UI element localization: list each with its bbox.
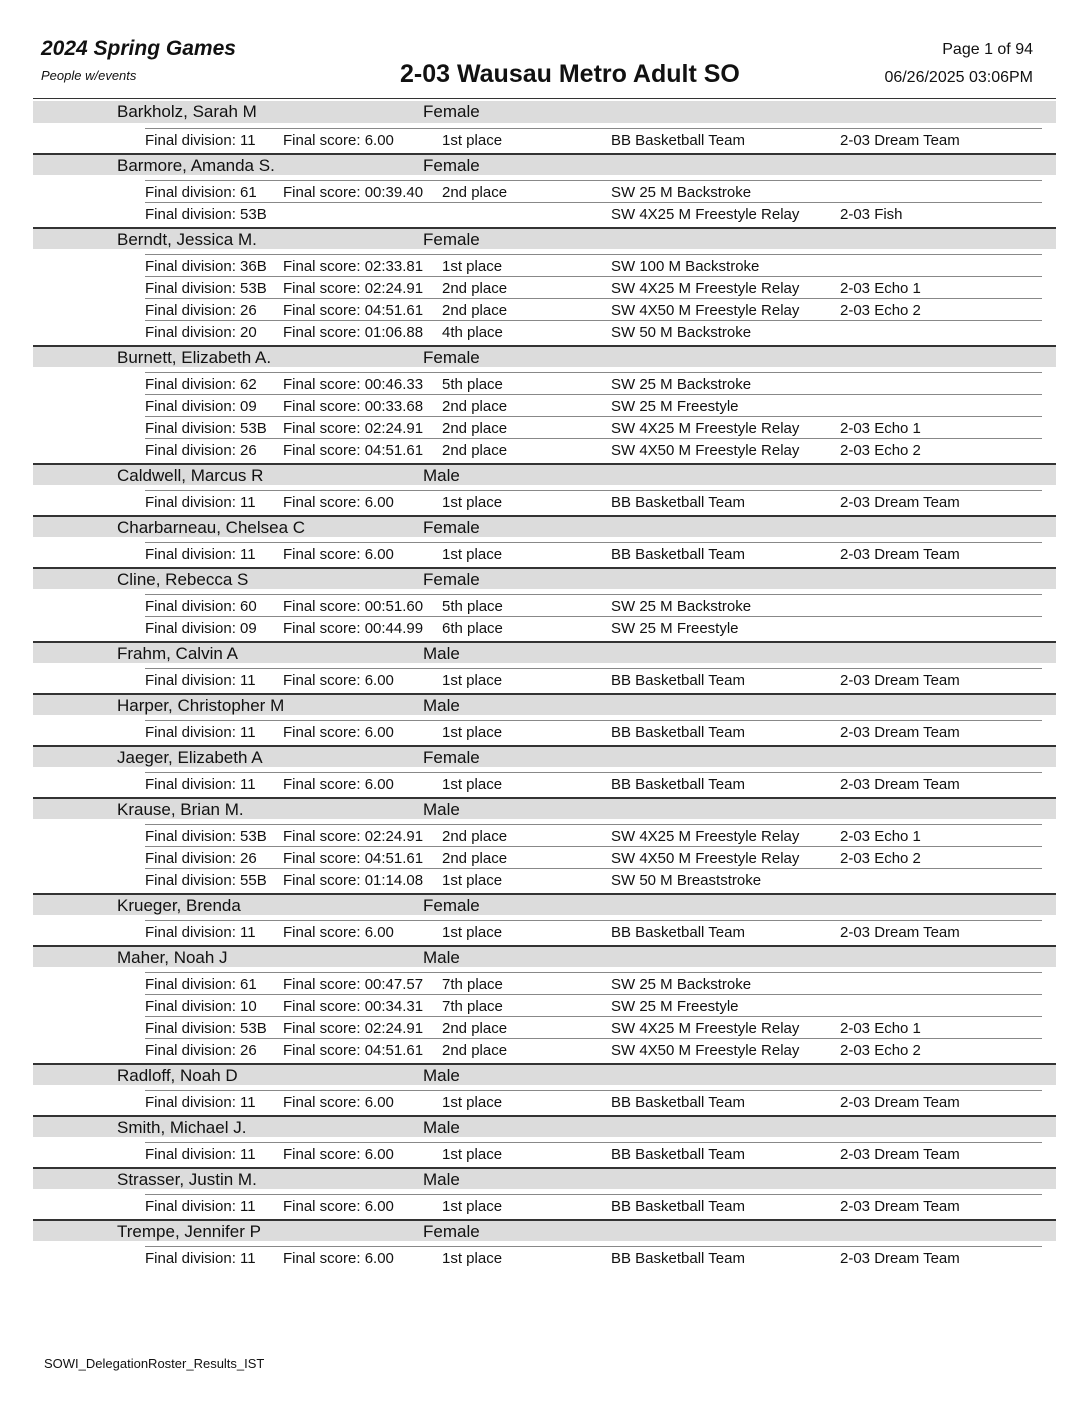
event-row — [145, 1142, 1042, 1164]
team-name: 2-03 Echo 2 — [840, 850, 921, 867]
event-row — [145, 1016, 1042, 1038]
event-name: SW 25 M Backstroke — [611, 598, 752, 615]
final-score: Final score: 6.00 — [283, 1146, 394, 1163]
final-score: Final score: 02:24.91 — [283, 1020, 424, 1037]
final-place: 1st place — [442, 494, 503, 511]
event-list — [0, 589, 1088, 641]
final-score: Final score: 00:47.57 — [283, 976, 424, 993]
delegation-title: 2-03 Wausau Metro Adult SO — [400, 60, 740, 88]
person-gender: Female — [423, 518, 480, 537]
final-division: Final division: 55B — [145, 872, 267, 889]
event-name: BB Basketball Team — [611, 924, 745, 941]
event-name: SW 25 M Freestyle — [611, 998, 739, 1015]
event-row — [145, 824, 1042, 846]
event-row — [145, 320, 1042, 342]
final-division: Final division: 11 — [145, 724, 256, 741]
final-division: Final division: 53B — [145, 206, 267, 223]
event-list — [0, 1189, 1088, 1219]
person-name: Trempe, Jennifer P — [117, 1222, 261, 1241]
person-header-row — [33, 153, 1056, 175]
event-name: BB Basketball Team — [611, 494, 745, 511]
person-name: Frahm, Calvin A — [117, 644, 238, 663]
final-division: Final division: 61 — [145, 976, 257, 993]
person-gender: Female — [423, 1222, 480, 1241]
team-name: 2-03 Echo 1 — [840, 280, 921, 297]
person-header-row — [33, 945, 1056, 967]
team-name: 2-03 Dream Team — [840, 1094, 960, 1111]
event-row — [145, 1090, 1042, 1112]
event-name: SW 4X50 M Freestyle Relay — [611, 850, 800, 867]
final-place: 1st place — [442, 132, 503, 149]
event-name: SW 4X50 M Freestyle Relay — [611, 302, 800, 319]
final-division: Final division: 11 — [145, 1094, 256, 1111]
event-list — [0, 967, 1088, 1063]
team-name: 2-03 Dream Team — [840, 1146, 960, 1163]
event-row — [145, 1246, 1042, 1268]
person-block — [0, 945, 1088, 1063]
final-place: 1st place — [442, 924, 503, 941]
person-header-row — [33, 1115, 1056, 1137]
person-gender: Male — [423, 466, 460, 485]
final-score: Final score: 6.00 — [283, 672, 394, 689]
final-place: 7th place — [442, 976, 503, 993]
event-list — [0, 367, 1088, 463]
person-block — [0, 893, 1088, 945]
event-row — [145, 438, 1042, 460]
event-row — [145, 394, 1042, 416]
person-block — [0, 227, 1088, 345]
event-list — [0, 485, 1088, 515]
final-score: Final score: 6.00 — [283, 724, 394, 741]
final-score: Final score: 6.00 — [283, 1250, 394, 1267]
event-row — [145, 616, 1042, 638]
final-place: 5th place — [442, 376, 503, 393]
person-gender: Male — [423, 1118, 460, 1137]
event-name: SW 4X25 M Freestyle Relay — [611, 828, 800, 845]
event-name: SW 4X50 M Freestyle Relay — [611, 1042, 800, 1059]
event-row — [145, 920, 1042, 942]
final-score: Final score: 00:44.99 — [283, 620, 424, 637]
person-gender: Male — [423, 1066, 460, 1085]
event-name: BB Basketball Team — [611, 776, 745, 793]
event-row — [145, 254, 1042, 276]
event-name: SW 4X25 M Freestyle Relay — [611, 206, 800, 223]
report-footer-id: SOWI_DelegationRoster_Results_IST — [44, 1356, 265, 1371]
final-score: Final score: 02:24.91 — [283, 420, 424, 437]
final-division: Final division: 10 — [145, 998, 257, 1015]
person-block — [0, 515, 1088, 567]
event-name: BB Basketball Team — [611, 1146, 745, 1163]
team-name: 2-03 Dream Team — [840, 924, 960, 941]
final-division: Final division: 11 — [145, 776, 256, 793]
event-row — [145, 542, 1042, 564]
event-list — [0, 819, 1088, 893]
final-place: 2nd place — [442, 828, 508, 845]
person-gender: Female — [423, 230, 480, 249]
final-place: 2nd place — [442, 184, 508, 201]
event-row — [145, 490, 1042, 512]
person-name: Cline, Rebecca S — [117, 570, 249, 589]
person-block — [0, 641, 1088, 693]
person-header-row — [33, 893, 1056, 915]
event-list — [0, 1241, 1088, 1271]
event-row — [145, 772, 1042, 794]
person-gender: Male — [423, 800, 460, 819]
person-gender: Male — [423, 1170, 460, 1189]
final-division: Final division: 09 — [145, 620, 257, 637]
event-row — [145, 276, 1042, 298]
person-header-row — [33, 745, 1056, 767]
person-gender: Male — [423, 696, 460, 715]
event-list — [0, 663, 1088, 693]
final-score: Final score: 04:51.61 — [283, 442, 424, 459]
event-list — [0, 915, 1088, 945]
final-division: Final division: 53B — [145, 420, 267, 437]
event-name: BB Basketball Team — [611, 1094, 745, 1111]
person-header-row — [33, 1167, 1056, 1189]
team-name: 2-03 Echo 2 — [840, 302, 921, 319]
final-place: 2nd place — [442, 280, 508, 297]
person-gender: Female — [423, 748, 480, 767]
report-datetime: 06/26/2025 03:06PM — [884, 69, 1033, 86]
final-division: Final division: 11 — [145, 132, 256, 149]
person-block — [0, 1167, 1088, 1219]
final-division: Final division: 53B — [145, 1020, 267, 1037]
event-name: SW 25 M Backstroke — [611, 976, 752, 993]
final-division: Final division: 09 — [145, 398, 257, 415]
person-gender: Female — [423, 896, 480, 915]
event-row — [145, 994, 1042, 1016]
final-score: Final score: 6.00 — [283, 132, 394, 149]
person-header-row — [33, 345, 1056, 367]
event-row — [145, 1038, 1042, 1060]
final-place: 1st place — [442, 546, 503, 563]
event-name: SW 25 M Freestyle — [611, 620, 739, 637]
final-place: 2nd place — [442, 420, 508, 437]
event-row — [145, 868, 1042, 890]
final-place: 2nd place — [442, 1020, 508, 1037]
person-name: Jaeger, Elizabeth A — [117, 748, 263, 767]
person-name: Krueger, Brenda — [117, 896, 241, 915]
event-name: SW 25 M Backstroke — [611, 376, 752, 393]
final-place: 1st place — [442, 1198, 503, 1215]
team-name: 2-03 Dream Team — [840, 546, 960, 563]
person-name: Berndt, Jessica M. — [117, 230, 257, 249]
final-score: Final score: 6.00 — [283, 1094, 394, 1111]
person-name: Barmore, Amanda S. — [117, 156, 275, 175]
event-name: SW 50 M Backstroke — [611, 324, 752, 341]
final-division: Final division: 11 — [145, 546, 256, 563]
event-name: BB Basketball Team — [611, 672, 745, 689]
person-header-row — [33, 797, 1056, 819]
event-name: SW 25 M Freestyle — [611, 398, 739, 415]
final-division: Final division: 26 — [145, 1042, 257, 1059]
person-name: Burnett, Elizabeth A. — [117, 348, 272, 367]
event-name: SW 4X50 M Freestyle Relay — [611, 442, 800, 459]
final-place: 1st place — [442, 672, 503, 689]
report-subtitle: People w/events — [41, 68, 137, 83]
team-name: 2-03 Dream Team — [840, 494, 960, 511]
final-score: Final score: 00:33.68 — [283, 398, 424, 415]
event-name: BB Basketball Team — [611, 724, 745, 741]
final-place: 5th place — [442, 598, 503, 615]
person-name: Barkholz, Sarah M — [117, 102, 257, 121]
person-header-row — [33, 515, 1056, 537]
final-score: Final score: 04:51.61 — [283, 1042, 424, 1059]
final-score: Final score: 04:51.61 — [283, 302, 424, 319]
person-gender: Female — [423, 102, 480, 121]
final-division: Final division: 62 — [145, 376, 257, 393]
final-division: Final division: 20 — [145, 324, 257, 341]
team-name: 2-03 Echo 1 — [840, 1020, 921, 1037]
final-place: 1st place — [442, 872, 503, 889]
event-list — [0, 537, 1088, 567]
final-division: Final division: 11 — [145, 1198, 256, 1215]
final-place: 1st place — [442, 258, 503, 275]
person-header-row — [33, 227, 1056, 249]
final-division: Final division: 11 — [145, 1146, 256, 1163]
event-name: BB Basketball Team — [611, 1250, 745, 1267]
page-indicator: Page 1 of 94 — [942, 41, 1033, 58]
person-gender: Female — [423, 348, 480, 367]
event-name: SW 4X25 M Freestyle Relay — [611, 420, 800, 437]
person-header-row — [33, 641, 1056, 663]
team-name: 2-03 Echo 1 — [840, 420, 921, 437]
final-division: Final division: 11 — [145, 494, 256, 511]
final-place: 1st place — [442, 724, 503, 741]
final-place: 2nd place — [442, 442, 508, 459]
event-row — [145, 128, 1042, 150]
event-name: SW 4X25 M Freestyle Relay — [611, 1020, 800, 1037]
final-division: Final division: 11 — [145, 672, 256, 689]
event-name: SW 100 M Backstroke — [611, 258, 760, 275]
person-block — [0, 1219, 1088, 1271]
event-row — [145, 972, 1042, 994]
person-header-row — [33, 1063, 1056, 1085]
event-list — [0, 123, 1088, 153]
event-list — [0, 767, 1088, 797]
event-name: SW 50 M Breaststroke — [611, 872, 762, 889]
team-name: 2-03 Echo 1 — [840, 828, 921, 845]
event-row — [145, 180, 1042, 202]
final-score: Final score: 02:33.81 — [283, 258, 424, 275]
person-gender: Female — [423, 156, 480, 175]
final-place: 1st place — [442, 1250, 503, 1267]
team-name: 2-03 Dream Team — [840, 132, 960, 149]
team-name: 2-03 Fish — [840, 206, 903, 223]
final-place: 2nd place — [442, 398, 508, 415]
final-division: Final division: 11 — [145, 1250, 256, 1267]
final-score: Final score: 6.00 — [283, 924, 394, 941]
event-list — [0, 249, 1088, 345]
team-name: 2-03 Echo 2 — [840, 1042, 921, 1059]
person-gender: Male — [423, 948, 460, 967]
event-name: BB Basketball Team — [611, 132, 745, 149]
final-score: Final score: 00:51.60 — [283, 598, 424, 615]
final-score: Final score: 04:51.61 — [283, 850, 424, 867]
person-header-row — [33, 1219, 1056, 1241]
event-row — [145, 416, 1042, 438]
final-place: 1st place — [442, 776, 503, 793]
final-score: Final score: 6.00 — [283, 494, 394, 511]
final-division: Final division: 36B — [145, 258, 267, 275]
person-name: Krause, Brian M. — [117, 800, 244, 819]
person-gender: Female — [423, 570, 480, 589]
final-division: Final division: 61 — [145, 184, 257, 201]
final-place: 4th place — [442, 324, 503, 341]
team-name: 2-03 Echo 2 — [840, 442, 921, 459]
person-name: Smith, Michael J. — [117, 1118, 247, 1137]
person-name: Radloff, Noah D — [117, 1066, 238, 1085]
roster-list — [0, 101, 1088, 1271]
person-block — [0, 1063, 1088, 1115]
event-row — [145, 720, 1042, 742]
person-name: Charbarneau, Chelsea C — [117, 518, 306, 537]
final-place: 7th place — [442, 998, 503, 1015]
event-row — [145, 202, 1042, 224]
event-row — [145, 668, 1042, 690]
final-division: Final division: 11 — [145, 924, 256, 941]
person-name: Strasser, Justin M. — [117, 1170, 257, 1189]
person-header-row — [33, 693, 1056, 715]
event-list — [0, 175, 1088, 227]
person-header-row — [33, 463, 1056, 485]
person-header-row — [33, 101, 1056, 123]
event-name: SW 4X25 M Freestyle Relay — [611, 280, 800, 297]
person-block — [0, 463, 1088, 515]
final-score: Final score: 00:39.40 — [283, 184, 424, 201]
final-score: Final score: 02:24.91 — [283, 828, 424, 845]
final-place: 1st place — [442, 1094, 503, 1111]
team-name: 2-03 Dream Team — [840, 724, 960, 741]
event-row — [145, 372, 1042, 394]
final-score: Final score: 01:14.08 — [283, 872, 424, 889]
final-division: Final division: 53B — [145, 280, 267, 297]
final-score: Final score: 6.00 — [283, 546, 394, 563]
person-block — [0, 153, 1088, 227]
final-place: 2nd place — [442, 1042, 508, 1059]
final-score: Final score: 01:06.88 — [283, 324, 424, 341]
event-name: BB Basketball Team — [611, 546, 745, 563]
final-place: 2nd place — [442, 850, 508, 867]
final-place: 2nd place — [442, 302, 508, 319]
final-score: Final score: 00:34.31 — [283, 998, 424, 1015]
event-row — [145, 594, 1042, 616]
team-name: 2-03 Dream Team — [840, 672, 960, 689]
final-place: 6th place — [442, 620, 503, 637]
event-row — [145, 298, 1042, 320]
team-name: 2-03 Dream Team — [840, 1250, 960, 1267]
final-division: Final division: 26 — [145, 850, 257, 867]
event-row — [145, 1194, 1042, 1216]
team-name: 2-03 Dream Team — [840, 776, 960, 793]
event-list — [0, 1085, 1088, 1115]
final-division: Final division: 60 — [145, 598, 257, 615]
person-name: Caldwell, Marcus R — [117, 466, 264, 485]
final-score: Final score: 6.00 — [283, 1198, 394, 1215]
person-block — [0, 101, 1088, 153]
final-division: Final division: 26 — [145, 442, 257, 459]
person-block — [0, 745, 1088, 797]
event-name: BB Basketball Team — [611, 1198, 745, 1215]
final-division: Final division: 26 — [145, 302, 257, 319]
event-list — [0, 1137, 1088, 1167]
person-block — [0, 693, 1088, 745]
final-score: Final score: 02:24.91 — [283, 280, 424, 297]
person-name: Maher, Noah J — [117, 948, 228, 967]
event-row — [145, 846, 1042, 868]
report-title: 2024 Spring Games — [41, 37, 236, 60]
person-block — [0, 345, 1088, 463]
event-list — [0, 715, 1088, 745]
person-header-row — [33, 567, 1056, 589]
final-score: Final score: 6.00 — [283, 776, 394, 793]
final-score: Final score: 00:46.33 — [283, 376, 424, 393]
event-name: SW 25 M Backstroke — [611, 184, 752, 201]
final-place: 1st place — [442, 1146, 503, 1163]
person-gender: Male — [423, 644, 460, 663]
final-division: Final division: 53B — [145, 828, 267, 845]
person-block — [0, 797, 1088, 893]
person-name: Harper, Christopher M — [117, 696, 285, 715]
person-block — [0, 1115, 1088, 1167]
person-block — [0, 567, 1088, 641]
team-name: 2-03 Dream Team — [840, 1198, 960, 1215]
